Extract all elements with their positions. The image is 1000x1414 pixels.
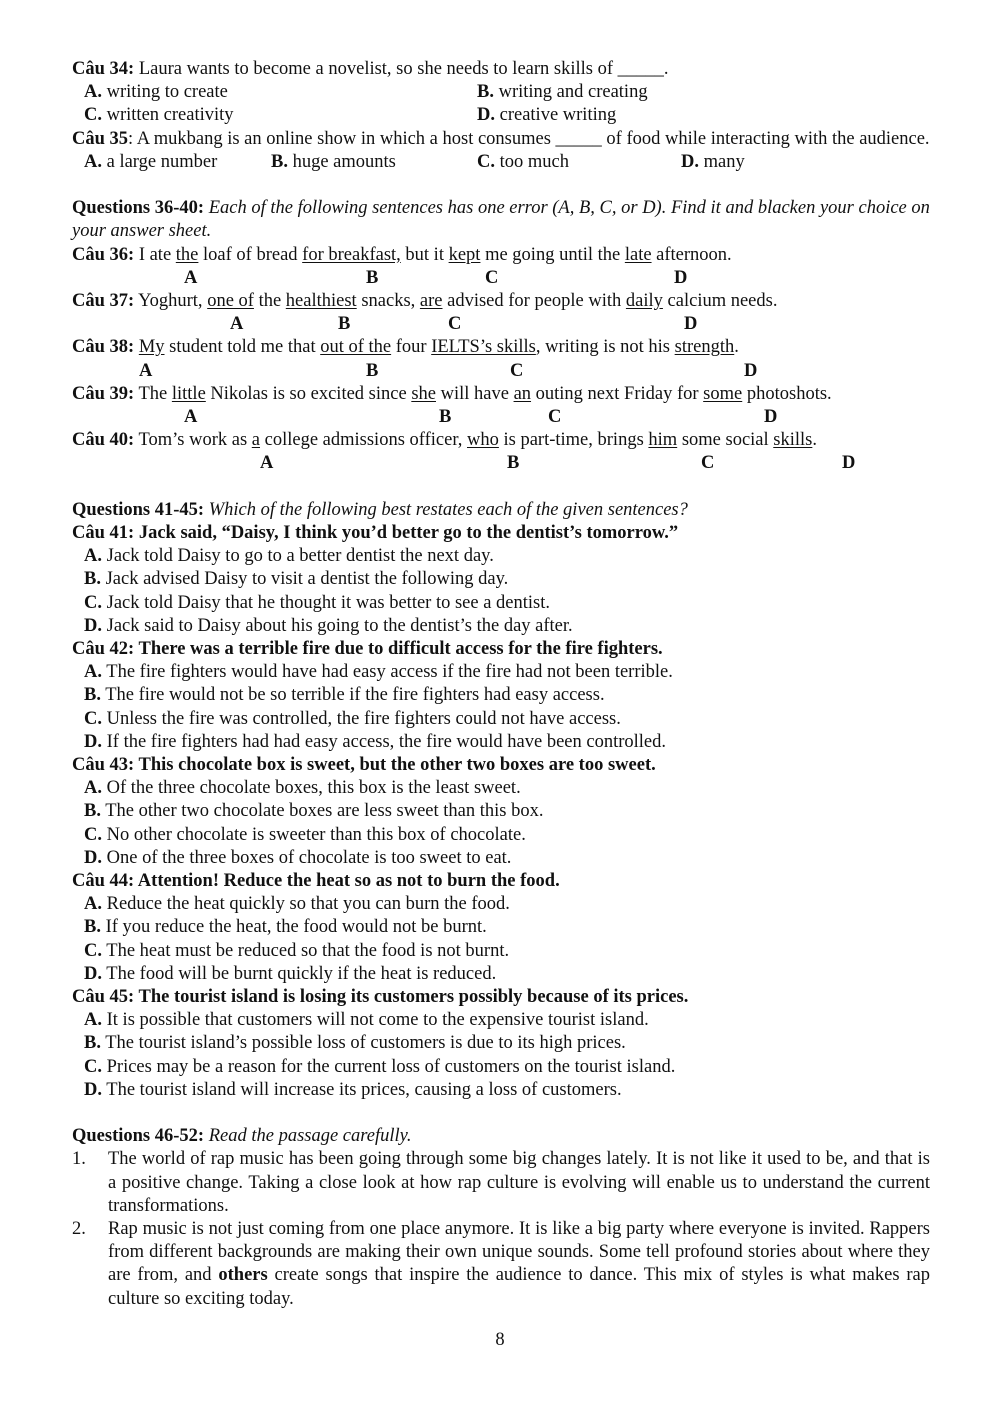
- question-number: Câu 44:: [72, 871, 135, 891]
- question-stem: : A mukbang is an online show in which a host consumes _____ of food while interacting with the audience.: [128, 128, 930, 149]
- option-d: [72, 963, 930, 986]
- text-segment: Nikolas is so excited since: [205, 383, 412, 404]
- option-a: [84, 81, 477, 104]
- option-b: [72, 1032, 930, 1055]
- option-text: Reduce the heat quickly so that you can burn the food.: [102, 894, 510, 915]
- option-a: [72, 661, 930, 684]
- text-segment: is part-time, brings: [498, 430, 649, 451]
- letter-a: A: [184, 267, 198, 288]
- option-text: Jack said to Daisy about his going to the dentist’s the day after.: [102, 615, 573, 636]
- underlined-option-d: late: [624, 244, 652, 265]
- question-41: [72, 522, 930, 545]
- underlined-option-c: kept: [448, 244, 481, 265]
- question-number: Câu 34:: [72, 59, 135, 79]
- option-d: [681, 151, 745, 174]
- underlined-option-c: are: [419, 291, 443, 311]
- text-segment: the: [253, 291, 286, 311]
- option-c: [72, 1056, 930, 1079]
- text-segment: afternoon.: [651, 244, 732, 265]
- underlined-option-b: out of the: [320, 337, 392, 358]
- passage-paragraph-2: [72, 1218, 930, 1311]
- question-number: Câu 36:: [72, 244, 135, 265]
- options-row: [72, 151, 930, 174]
- option-text: The other two chocolate boxes are less sweet than this box.: [100, 801, 544, 822]
- question-stem: There was a terrible fire due to difficult access for the fire fighters.: [134, 638, 663, 659]
- option-c: [72, 940, 930, 963]
- option-text: a large number: [102, 151, 218, 172]
- section-title: Questions 46-52:: [72, 1126, 205, 1147]
- letter-c: C: [485, 267, 499, 288]
- underlined-option-c: him: [648, 430, 678, 451]
- option-a: [72, 893, 930, 916]
- paragraph-number: 2.: [72, 1219, 86, 1240]
- question-45: [72, 986, 930, 1009]
- spacer: [72, 1102, 930, 1125]
- underlined-option-d: skills: [773, 430, 813, 451]
- underlined-option-c: an: [513, 383, 532, 404]
- option-text: No other chocolate is sweeter than this box of chocolate.: [102, 824, 526, 845]
- option-b: [72, 684, 930, 707]
- option-c: [72, 592, 930, 615]
- letter-c: C: [448, 314, 462, 335]
- options-row: [72, 104, 930, 127]
- question-39: [72, 383, 930, 406]
- letter-b: B: [366, 360, 379, 381]
- question-stem: The tourist island is losing its customers possibly because of its prices.: [134, 987, 689, 1008]
- question-37: [72, 290, 930, 313]
- text-segment: will have: [435, 383, 514, 404]
- option-text: The tourist island’s possible loss of customers is due to its high prices.: [100, 1033, 626, 1054]
- underlined-option-c: IELTS’s skills: [431, 337, 536, 358]
- option-text: Unless the fire was controlled, the fire fighters could not have access.: [102, 708, 621, 729]
- text-segment: advised for people with: [442, 291, 626, 311]
- letter-c: C: [701, 453, 715, 474]
- section-title: Questions 36-40:: [72, 198, 205, 219]
- option-letter: A.: [84, 82, 102, 103]
- text-segment: Rap music is not just coming from one place anymore. It is like a big party where everyone is invited. Rappers from different backgrounds are making their own unique sounds. Some tell profound stories about where they are from, and: [108, 1219, 930, 1286]
- option-text: If you reduce the heat, the food would not be burnt.: [100, 917, 487, 938]
- text-segment: calcium needs.: [662, 291, 778, 311]
- question-43: [72, 754, 930, 777]
- underlined-option-a: one of: [207, 291, 254, 311]
- option-b: [271, 151, 477, 174]
- passage-paragraph-1: [72, 1148, 930, 1218]
- text-segment: some social: [677, 430, 774, 451]
- option-d: [72, 615, 930, 638]
- spacer: [72, 174, 930, 197]
- underlined-option-d: some: [703, 383, 743, 404]
- question-stem: Jack said, “Daisy, I think you’d better go to the dentist’s tomorrow.”: [134, 522, 679, 543]
- option-letter: A.: [84, 894, 102, 915]
- option-d: [72, 1079, 930, 1102]
- option-letter: A.: [84, 778, 102, 799]
- option-b: [72, 800, 930, 823]
- highlighted-word: others: [218, 1265, 268, 1286]
- option-text: Jack advised Daisy to visit a dentist the following day.: [100, 569, 509, 590]
- text-segment: college admissions officer,: [260, 430, 467, 451]
- option-text: The heat must be reduced so that the food is not burnt.: [102, 940, 510, 961]
- section-title: Questions 41-45:: [72, 499, 205, 520]
- option-text: writing and creating: [493, 82, 648, 103]
- letter-a: A: [139, 360, 153, 381]
- answer-letters: [72, 406, 930, 429]
- text-segment: Tom’s work as: [134, 430, 252, 451]
- option-letter: B.: [84, 569, 101, 590]
- letter-d: D: [842, 453, 856, 474]
- text-segment: I ate: [134, 244, 176, 265]
- option-text: The food will be burnt quickly if the heat is reduced.: [102, 963, 497, 984]
- text-segment: outing next Friday for: [531, 383, 704, 404]
- section-heading-46-52: [72, 1125, 930, 1148]
- option-text: The fire fighters would have had easy access if the fire had not been terrible.: [102, 662, 673, 683]
- option-b: [72, 916, 930, 939]
- option-letter: B.: [84, 1033, 101, 1054]
- letter-b: B: [439, 406, 452, 427]
- text-segment: .: [812, 430, 817, 451]
- paragraph-number: 1.: [72, 1149, 86, 1170]
- letter-d: D: [764, 406, 778, 427]
- text-segment: create songs that inspire the audience to dance. This mix of styles is what makes rap culture so exciting today.: [108, 1265, 930, 1309]
- option-text: creative writing: [495, 105, 617, 126]
- text-segment: photoshots.: [742, 383, 832, 404]
- option-letter: D.: [681, 151, 699, 172]
- answer-letters: [72, 267, 930, 290]
- underlined-option-b: for breakfast,: [302, 244, 401, 265]
- option-letter: C.: [84, 940, 102, 961]
- letter-d: D: [674, 267, 688, 288]
- option-text: written creativity: [102, 105, 234, 126]
- option-letter: D.: [84, 731, 102, 752]
- question-stem: Laura wants to become a novelist, so she needs to learn skills of _____.: [134, 59, 669, 79]
- answer-letters: [72, 452, 930, 475]
- section-heading-36-40: [72, 197, 930, 243]
- option-text: One of the three boxes of chocolate is too sweet to eat.: [102, 847, 512, 868]
- option-c: [477, 151, 681, 174]
- letter-c: C: [510, 360, 524, 381]
- paragraph-text: The world of rap music has been going through some big changes lately. It is not like it used to be, and that is a positive change. Taking a close look at how rap culture is evolving will enable us to understand the current transformations.: [108, 1149, 930, 1216]
- options-row: [72, 81, 930, 104]
- text-segment: me going until the: [480, 244, 625, 265]
- answer-letters: [72, 360, 930, 383]
- underlined-option-b: healthiest: [285, 291, 357, 311]
- text-segment: but it: [400, 244, 449, 265]
- section-instruction: Read the passage carefully.: [204, 1126, 412, 1147]
- underlined-option-b: who: [467, 430, 499, 451]
- question-44: [72, 870, 930, 893]
- text-segment: snacks,: [356, 291, 420, 311]
- question-34: [72, 58, 930, 81]
- question-40: [72, 429, 930, 452]
- question-36: [72, 244, 930, 267]
- option-letter: C.: [477, 151, 495, 172]
- option-text: many: [699, 151, 745, 172]
- option-text: The tourist island will increase its prices, causing a loss of customers.: [102, 1079, 622, 1100]
- option-text: If the fire fighters had had easy access, the fire would have been controlled.: [102, 731, 667, 752]
- spacer: [72, 476, 930, 499]
- letter-b: B: [366, 267, 379, 288]
- option-text: huge amounts: [287, 151, 396, 172]
- option-b: [72, 568, 930, 591]
- question-38: [72, 336, 930, 359]
- option-d: [477, 104, 616, 127]
- option-letter: C.: [84, 824, 102, 845]
- option-letter: C.: [84, 1056, 102, 1077]
- option-text: too much: [495, 151, 569, 172]
- question-number: Câu 43:: [72, 754, 135, 775]
- underlined-option-a: My: [138, 337, 165, 358]
- letter-b: B: [338, 314, 351, 335]
- option-c: [72, 708, 930, 731]
- section-heading-41-45: [72, 499, 930, 522]
- paragraph-text: [108, 1218, 930, 1311]
- question-number: Câu 38:: [72, 337, 135, 358]
- text-segment: student told me that: [164, 337, 321, 358]
- option-letter: B.: [84, 801, 101, 822]
- underlined-option-a: a: [251, 430, 260, 451]
- letter-b: B: [507, 453, 520, 474]
- option-letter: A.: [84, 151, 102, 172]
- question-number: Câu 37:: [72, 291, 135, 311]
- question-42: [72, 638, 930, 661]
- letter-a: A: [260, 453, 274, 474]
- letter-a: A: [230, 314, 244, 335]
- question-number: Câu 35: [72, 128, 129, 149]
- option-text: Jack told Daisy that he thought it was better to see a dentist.: [102, 592, 551, 613]
- text-segment: four: [391, 337, 432, 358]
- option-text: writing to create: [102, 82, 228, 103]
- question-35: [72, 128, 930, 151]
- page-number: 8: [495, 1330, 505, 1350]
- option-letter: C.: [84, 105, 102, 126]
- text-segment: Yoghurt,: [134, 291, 208, 311]
- question-number: Câu 40:: [72, 430, 135, 451]
- option-letter: D.: [84, 847, 102, 868]
- option-a: [72, 545, 930, 568]
- option-letter: B.: [84, 917, 101, 938]
- underlined-option-a: the: [175, 244, 199, 265]
- text-segment: , writing is not his: [535, 337, 675, 358]
- option-letter: D.: [477, 105, 495, 126]
- option-letter: A.: [84, 662, 102, 683]
- option-letter: B.: [271, 151, 288, 172]
- section-instruction: Each of the following sentences has one error (A, B, C, or D). Find it and blacken your choice on your answer sheet.: [72, 198, 930, 242]
- answer-letters: [72, 313, 930, 336]
- option-letter: C.: [84, 708, 102, 729]
- text-segment: The: [134, 383, 172, 404]
- question-number: Câu 41:: [72, 522, 135, 543]
- option-c: [84, 104, 477, 127]
- text-segment: loaf of bread: [198, 244, 303, 265]
- option-text: Jack told Daisy to go to a better dentist the next day.: [102, 546, 494, 567]
- option-text: The fire would not be so terrible if the fire fighters had easy access.: [100, 685, 605, 706]
- underlined-option-a: little: [171, 383, 206, 404]
- option-letter: D.: [84, 1079, 102, 1100]
- option-letter: C.: [84, 592, 102, 613]
- option-d: [72, 731, 930, 754]
- option-letter: B.: [477, 82, 494, 103]
- option-c: [72, 824, 930, 847]
- letter-d: D: [684, 314, 698, 335]
- option-letter: D.: [84, 615, 102, 636]
- section-instruction: Which of the following best restates each of the given sentences?: [204, 499, 688, 520]
- option-b: [477, 81, 648, 104]
- question-stem: Attention! Reduce the heat so as not to burn the food.: [134, 871, 560, 891]
- option-letter: D.: [84, 963, 102, 984]
- option-a: [72, 1009, 930, 1032]
- option-a: [84, 151, 271, 174]
- letter-a: A: [184, 406, 198, 427]
- option-letter: A.: [84, 1010, 102, 1031]
- option-d: [72, 847, 930, 870]
- underlined-option-b: she: [411, 383, 436, 404]
- question-number: Câu 39:: [72, 383, 135, 404]
- question-number: Câu 45:: [72, 987, 135, 1008]
- option-text: Of the three chocolate boxes, this box is the least sweet.: [102, 778, 521, 799]
- option-letter: A.: [84, 546, 102, 567]
- underlined-option-d: strength: [674, 337, 735, 358]
- underlined-option-d: daily: [625, 291, 663, 311]
- option-text: It is possible that customers will not come to the expensive tourist island.: [102, 1010, 649, 1031]
- question-stem: This chocolate box is sweet, but the other two boxes are too sweet.: [134, 754, 656, 775]
- question-number: Câu 42:: [72, 638, 135, 659]
- option-a: [72, 777, 930, 800]
- letter-d: D: [744, 360, 758, 381]
- option-letter: B.: [84, 685, 101, 706]
- text-segment: .: [734, 337, 739, 358]
- letter-c: C: [548, 406, 562, 427]
- option-text: Prices may be a reason for the current loss of customers on the tourist island.: [102, 1056, 676, 1077]
